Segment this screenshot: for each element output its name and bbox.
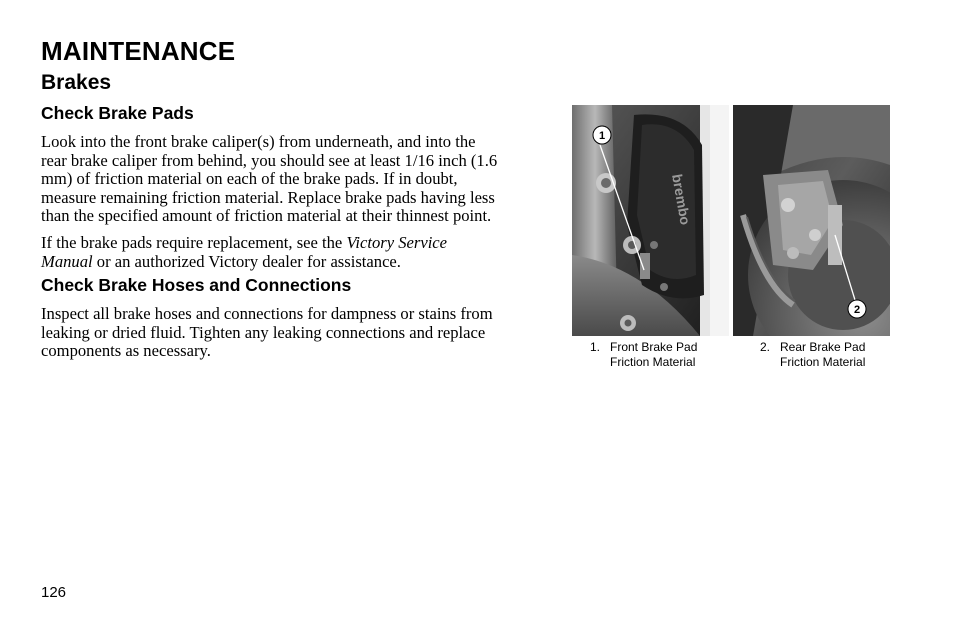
caption-text (610, 340, 697, 370)
paragraph-line: leaking or dried fluid. Tighten any leaking connections and replace (41, 322, 486, 342)
rear-brake-caliper-photo (733, 105, 890, 336)
manual-title-italic: Victory Service (346, 233, 448, 252)
caption-line: Friction Material (780, 355, 866, 369)
section-title: MAINTENANCE (41, 36, 236, 66)
page-number: 126 (41, 584, 67, 601)
manual-title-italic: Manual (41, 251, 93, 271)
brake-hoses-paragraph (41, 305, 551, 361)
caption-line: Rear Brake Pad (780, 340, 866, 354)
caption-number: 2. (760, 340, 771, 354)
caption-text (780, 340, 865, 370)
subsection-title: Brakes (41, 71, 112, 94)
caption-line: Friction Material (610, 355, 696, 369)
paragraph-line: Look into the front brake caliper(s) from underneath, and into the (41, 132, 476, 151)
paragraph-line: components as necessary. (41, 341, 211, 360)
callout-1-label: 1 (598, 130, 606, 142)
caption-line: Front Brake Pad (610, 340, 698, 354)
brake-pads-paragraph-2 (41, 234, 551, 271)
paragraph-line: than the specified amount of friction material at their thinnest point. (41, 206, 492, 225)
caption-number: 1. (590, 340, 601, 354)
paragraph-line (41, 253, 551, 272)
paragraph-text: or an authorized Victory dealer for assistance. (92, 251, 401, 271)
callout-2-label: 2 (853, 304, 861, 316)
svg-text:brembo: brembo (669, 172, 694, 227)
paragraph-text: If the brake pads require replacement, see the (41, 233, 347, 252)
brake-pads-paragraph-1 (41, 133, 551, 226)
paragraph-line: mm) of friction material on each of the brake pads. If in doubt, (41, 169, 458, 188)
check-brake-hoses-heading: Check Brake Hoses and Connections (41, 275, 352, 295)
front-brake-caliper-photo (572, 105, 729, 336)
paragraph-line (41, 234, 551, 253)
paragraph-line: measure remaining friction material. Replace brake pads having less (41, 187, 495, 207)
paragraph-line: Inspect all brake hoses and connections for dampness or stains from (41, 304, 493, 323)
paragraph-line: rear brake caliper from behind, you should see at least 1/16 inch (1.6 (41, 150, 498, 170)
check-brake-pads-heading: Check Brake Pads (41, 103, 194, 123)
